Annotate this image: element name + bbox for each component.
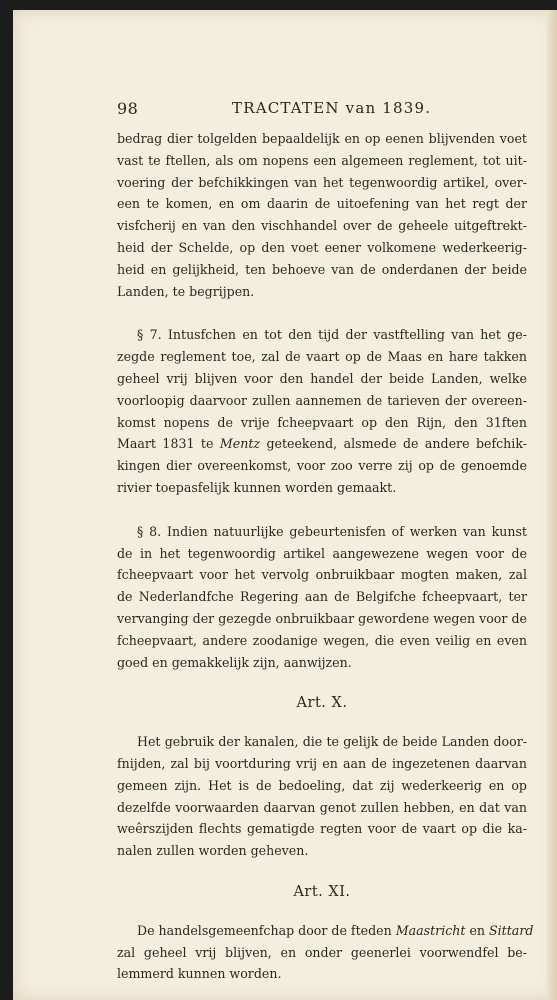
paragraph-article-x: [117, 731, 527, 862]
text-line: Maart 1831 te Mentz geteekend, alsmede de andere befchik-: [117, 436, 527, 452]
text-line: gemeen zijn. Het is de bedoeling, dat zij wederkeerig en op: [117, 777, 527, 793]
text-line: nalen zullen worden geheven.: [117, 843, 309, 859]
text-line: De handelsgemeenfchap door de fteden Maastricht en Sittard: [137, 922, 534, 938]
text-line: vast te ftellen, als om nopens een algemeen reglement, tot uit-: [117, 152, 527, 168]
text-line: de in het tegenwoordig artikel aangewezene wegen voor de: [117, 545, 527, 561]
paragraph-article-xi: [117, 920, 534, 985]
text-line: heid der Schelde, op den voet eener volkomene wederkeerig-: [117, 239, 527, 255]
text-line: komst nopens de vrije fcheepvaart op den Rijn, den 31ften: [117, 414, 527, 430]
place-name: Maastricht: [395, 922, 466, 938]
text-line: visfcherij en van den vischhandel over de geheele uitgeftrekt-: [117, 218, 527, 234]
text-line: zal geheel vrij blijven, en onder geenerlei voorwendfel be-: [117, 944, 527, 960]
text-line: fcheepvaart voor het vervolg onbruikbaar mogten maken, zal: [117, 567, 527, 583]
text-line: de Nederlandfche Regering aan de Belgifche fcheepvaart, ter: [117, 589, 527, 605]
page-number: 98: [117, 99, 139, 118]
place-name: Sittard: [489, 922, 534, 938]
text-line: weêrszijden flechts gematigde regten voor de vaart op die ka-: [117, 821, 527, 837]
text-line: voorloopig daarvoor zullen aannemen de tarieven der overeen-: [117, 392, 527, 408]
paragraph-continuation: [117, 128, 527, 302]
paragraph-section-7: [117, 324, 527, 498]
article-heading-xi: Art. XI.: [293, 883, 351, 900]
text-line: rivier toepasfelijk kunnen worden gemaakt.: [117, 479, 397, 495]
running-title: TRACTATEN van 1839.: [232, 99, 432, 117]
text-line: heid en gelijkheid, ten behoeve van de onderdanen der beide: [117, 261, 527, 277]
text-line: fnijden, zal bij voortduring vrij en aan de ingezetenen daarvan: [117, 755, 527, 771]
text-line: Landen, te begrijpen.: [117, 283, 255, 299]
text-line: § 8. Indien natuurlijke gebeurtenisfen of werken van kunst: [137, 523, 527, 539]
page-header: [117, 98, 527, 128]
text-line: fcheepvaart, andere zoodanige wegen, die even veilig en even: [117, 632, 527, 648]
article-heading-x: Art. X.: [296, 695, 348, 712]
text-line: een te komen, en om daarin de uitoefening van het regt der: [117, 196, 527, 212]
paragraph-section-8: [117, 521, 527, 674]
text-line: vervanging der gezegde onbruikbaar gewordene wegen voor de: [117, 610, 527, 626]
page-text-block: [117, 98, 534, 985]
text-line: bedrag dier tolgelden bepaaldelijk en op eenen blijvenden voet: [117, 131, 527, 146]
text-line: dezelfde voorwaarden daarvan genot zullen hebben, en dat van: [117, 799, 527, 815]
text-line: kingen dier overeenkomst, voor zoo verre zij op de genoemde: [117, 458, 527, 474]
text-line: geheel vrij blijven voor den handel der beide Landen, welke: [117, 370, 527, 386]
text-line: § 7. Intusfchen en tot den tijd der vastftelling van het ge-: [137, 327, 527, 343]
page-edge: [547, 10, 557, 1000]
place-name: Mentz: [219, 436, 261, 452]
text-line: Het gebruik der kanalen, die te gelijk de beide Landen door-: [137, 734, 527, 750]
text-line: goed en gemakkelijk zijn, aanwijzen.: [117, 654, 352, 670]
text-line: lemmerd kunnen worden.: [117, 966, 282, 982]
text-line: zegde reglement toe, zal de vaart op de Maas en hare takken: [117, 349, 527, 365]
text-line: voering der befchikkingen van het tegenwoordig artikel, over-: [117, 174, 527, 190]
